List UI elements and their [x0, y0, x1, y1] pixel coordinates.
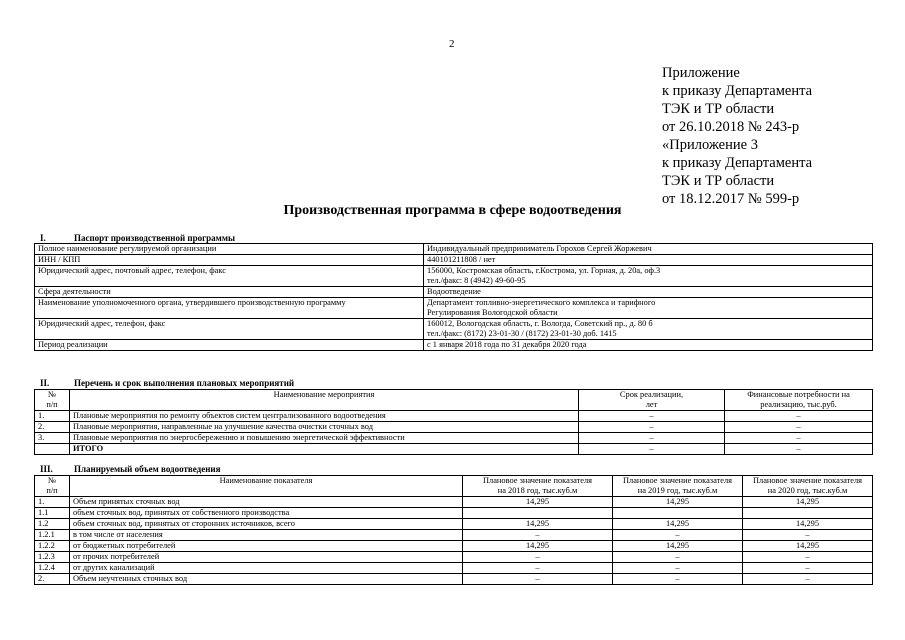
document-title: Производственная программа в сфере водоотведения — [283, 203, 622, 218]
row-name: в том числе от населения — [70, 530, 463, 541]
table-row — [35, 422, 873, 433]
table-row — [35, 574, 873, 585]
row-name: от бюджетных потребителей — [70, 541, 463, 552]
row-term: – — [579, 433, 725, 444]
row-finance: – — [725, 433, 873, 444]
passport-label: Период реализации — [35, 340, 424, 351]
row-2020: 14,295 — [743, 497, 873, 508]
header-finance-line2: реализацию, тыс.руб. — [760, 400, 837, 409]
row-2018: – — [463, 552, 613, 563]
header-2019 — [613, 476, 743, 497]
row-2018: – — [463, 563, 613, 574]
table-row — [35, 497, 873, 508]
table-row — [35, 244, 873, 255]
row-name: Плановые мероприятия по энергосбережению и повышению энергетической эффективности — [70, 433, 579, 444]
table-row — [35, 563, 873, 574]
passport-label: Юридический адрес, почтовый адрес, телефон, факс — [35, 266, 424, 287]
row-2020 — [743, 508, 873, 519]
appendix-block — [662, 64, 812, 208]
row-2018: – — [463, 574, 613, 585]
row-num: 1.2.2 — [35, 541, 70, 552]
row-finance: – — [725, 411, 873, 422]
row-name: Объем неучтенных сточных вод — [70, 574, 463, 585]
passport-value: Департамент топливно-энергетического комплекса и тарифного — [427, 298, 656, 307]
header-2018-line2: на 2018 год, тыс.куб.м — [497, 486, 578, 495]
row-term: – — [579, 422, 725, 433]
row-2019: – — [613, 563, 743, 574]
row-2019: – — [613, 530, 743, 541]
passport-value: 156000, Костромская область, г.Кострома, ул. Горная, д. 20а, оф.3 — [427, 266, 661, 275]
table-row — [35, 541, 873, 552]
passport-label: Полное наименование регулируемой организации — [35, 244, 424, 255]
header-term — [579, 390, 725, 411]
table-row — [35, 433, 873, 444]
table-row — [35, 298, 873, 319]
section-1-heading — [34, 233, 235, 243]
row-num: 1.2.4 — [35, 563, 70, 574]
row-2019: 14,295 — [613, 519, 743, 530]
appendix-line: к приказу Департамента — [662, 83, 813, 99]
measures-table — [34, 389, 873, 455]
passport-label: Юридический адрес, телефон, факс — [35, 319, 424, 340]
table-row — [35, 266, 873, 287]
row-2020: 14,295 — [743, 541, 873, 552]
row-2019 — [613, 508, 743, 519]
row-name: объем сточных вод, принятых от собственного производства — [70, 508, 463, 519]
table-header-row — [35, 390, 873, 411]
table-row — [35, 340, 873, 351]
row-2020: – — [743, 552, 873, 563]
appendix-line: к приказу Департамента — [662, 155, 813, 171]
row-2019: 14,295 — [613, 497, 743, 508]
row-name: от прочих потребителей — [70, 552, 463, 563]
table-row — [35, 411, 873, 422]
header-num — [35, 476, 70, 497]
table-row — [35, 552, 873, 563]
passport-value: 160012, Вологодская область, г. Вологда, Советский пр., д. 80 б — [427, 319, 653, 328]
passport-value-line2: тел./факс: 8 (4942) 49-60-95 — [427, 276, 526, 285]
section-3-title: Планируемый объем водоотведения — [74, 464, 221, 474]
header-2020-line1: Плановое значение показателя — [752, 476, 863, 485]
header-num — [35, 390, 70, 411]
header-num-line2: п/п — [46, 486, 58, 495]
appendix-line: «Приложение 3 — [662, 137, 758, 153]
passport-value: Водоотведение — [424, 287, 873, 298]
row-num: 2. — [35, 422, 70, 433]
row-2019: 14,295 — [613, 541, 743, 552]
row-name: Плановые мероприятия по ремонту объектов систем централизованного водоотведения — [70, 411, 579, 422]
table-row — [35, 508, 873, 519]
row-finance: – — [725, 422, 873, 433]
header-name: Наименование показателя — [70, 476, 463, 497]
passport-value-line2: тел./факс: (8172) 23-01-30 / (8172) 23-01-30 доб. 1415 — [427, 329, 617, 338]
header-finance-line1: Финансовые потребности на — [747, 390, 850, 399]
row-2020: – — [743, 530, 873, 541]
row-2020: 14,295 — [743, 519, 873, 530]
row-num: 1.2.1 — [35, 530, 70, 541]
row-term: – — [579, 411, 725, 422]
header-2019-line2: на 2019 год, тыс.куб.м — [637, 486, 718, 495]
row-2018 — [463, 508, 613, 519]
section-3-heading — [34, 464, 220, 474]
passport-label: Наименование уполномоченного органа, утвердившего производственную программу — [35, 298, 424, 319]
passport-value-cell — [424, 298, 873, 319]
row-2019: – — [613, 574, 743, 585]
table-row — [35, 530, 873, 541]
row-2018: 14,295 — [463, 519, 613, 530]
row-name: Объем принятых сточных вод — [70, 497, 463, 508]
table-row — [35, 255, 873, 266]
row-num: 1. — [35, 411, 70, 422]
passport-value-cell — [424, 266, 873, 287]
header-2020 — [743, 476, 873, 497]
total-term: – — [579, 444, 725, 455]
row-2020: – — [743, 574, 873, 585]
header-2019-line1: Плановое значение показателя — [622, 476, 733, 485]
total-label: ИТОГО — [70, 444, 579, 455]
table-row — [35, 287, 873, 298]
page-number: 2 — [449, 38, 455, 50]
passport-value-cell — [424, 319, 873, 340]
header-num-line1: № — [48, 390, 56, 399]
row-num: 1.1 — [35, 508, 70, 519]
row-2018: 14,295 — [463, 541, 613, 552]
section-3-number: III. — [40, 464, 53, 474]
row-2018: – — [463, 530, 613, 541]
section-2-number: II. — [40, 378, 50, 388]
passport-label: Сфера деятельности — [35, 287, 424, 298]
appendix-line: Приложение — [662, 65, 740, 81]
table-header-row — [35, 476, 873, 497]
header-name: Наименование мероприятия — [70, 390, 579, 411]
row-num: 1. — [35, 497, 70, 508]
appendix-line: ТЭК и ТР области — [662, 173, 775, 189]
header-term-line2: лет — [645, 400, 658, 409]
passport-value: Индивидуальный предприниматель Горохов Сергей Жоржевич — [424, 244, 873, 255]
section-1-title: Паспорт производственной программы — [74, 233, 235, 243]
header-2018 — [463, 476, 613, 497]
volume-table — [34, 475, 873, 585]
section-2-heading — [34, 378, 294, 388]
passport-value: с 1 января 2018 года по 31 декабря 2020 года — [424, 340, 873, 351]
row-name: Плановые мероприятия, направленные на улучшение качества очистки сточных вод — [70, 422, 579, 433]
appendix-line: от 26.10.2018 № 243-р — [662, 119, 800, 135]
row-2020: – — [743, 563, 873, 574]
row-num: 1.2 — [35, 519, 70, 530]
row-2018: 14,295 — [463, 497, 613, 508]
row-num: 3. — [35, 433, 70, 444]
passport-label: ИНН / КПП — [35, 255, 424, 266]
appendix-line: от 18.12.2017 № 599-р — [662, 191, 800, 207]
row-num: 1.2.3 — [35, 552, 70, 563]
passport-value: 440101211808 / нет — [424, 255, 873, 266]
table-row — [35, 319, 873, 340]
header-2020-line2: на 2020 год, тыс.куб.м — [767, 486, 848, 495]
total-num — [35, 444, 70, 455]
section-1-number: I. — [40, 233, 46, 243]
table-row — [35, 519, 873, 530]
header-finance — [725, 390, 873, 411]
header-term-line1: Срок реализации, — [619, 390, 684, 399]
header-num-line2: п/п — [46, 400, 58, 409]
total-finance: – — [725, 444, 873, 455]
row-name: объем сточных вод, принятых от сторонних источников, всего — [70, 519, 463, 530]
passport-value-line2: Регулирования Вологодской области — [427, 308, 558, 317]
header-2018-line1: Плановое значение показателя — [482, 476, 593, 485]
row-name: от других канализаций — [70, 563, 463, 574]
passport-table — [34, 243, 873, 351]
header-num-line1: № — [48, 476, 56, 485]
row-2019: – — [613, 552, 743, 563]
row-num: 2. — [35, 574, 70, 585]
appendix-line: ТЭК и ТР области — [662, 101, 775, 117]
section-2-title: Перечень и срок выполнения плановых мероприятий — [74, 378, 295, 388]
table-total-row — [35, 444, 873, 455]
